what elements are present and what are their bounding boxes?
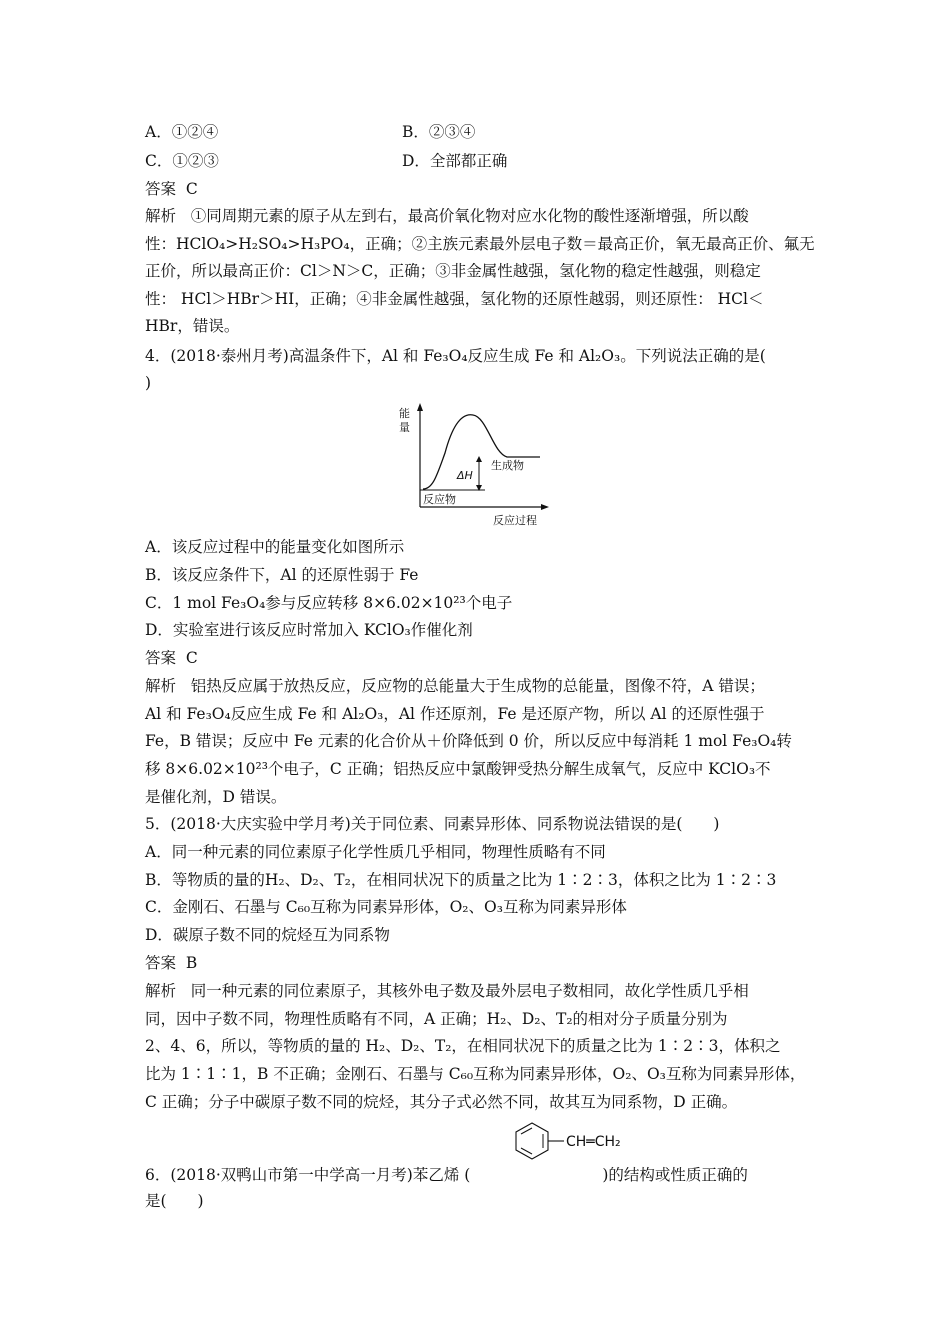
product-label: 生成物: [491, 459, 524, 472]
q4-stem-line-1: 4．(2018·泰州月考)高温条件下，Al 和 Fe₃O₄反应生成 Fe 和 Al₂O₃。下列说法正确的是(: [145, 347, 766, 365]
q5-analysis-line-1: 解析 同一种元素的同位素原子，其核外电子数及最外层电子数相同，故化学性质几乎相: [145, 982, 749, 1000]
reactant-label: 反应物: [423, 493, 456, 506]
q6-stem-line-2: 是( ): [145, 1192, 204, 1210]
answer-value: C: [185, 649, 198, 667]
q4-analysis-line-3: Fe，B 错误；反应中 Fe 元素的化合价从＋价降低到 0 价，所以反应中每消耗 1 mol Fe₃O₄转: [145, 732, 792, 750]
q3-analysis-line-2: 性：HClO₄>H₂SO₄>H₃PO₄，正确；②主族元素最外层电子数＝最高正价，氧无最高正价、氟无: [145, 235, 815, 253]
q3-analysis-line-4: 性： HCl＞HBr＞HI，正确；④非金属性越强，氢化物的还原性越弱，则还原性： HCl＜: [145, 290, 764, 308]
q3-analysis-line-3: 正价，所以最高正价：Cl＞N＞C，正确；③非金属性越强，氢化物的稳定性越强，则稳定: [145, 262, 761, 280]
x-axis-arrow: [541, 504, 549, 510]
answer-value: B: [185, 954, 198, 972]
styrene-structure: [512, 1120, 652, 1166]
q5-stem: 5．(2018·大庆实验中学月考)关于同位素、同素异形体、同系物说法错误的是( ): [145, 815, 720, 833]
y-label-1: 能: [399, 407, 410, 420]
q4-stem-line-2: ): [145, 374, 152, 392]
y-label-2: 量: [399, 421, 410, 434]
q3-option-d: D．全部都正确: [402, 152, 508, 170]
answer-value: C: [185, 180, 198, 198]
analysis-label: 解析: [145, 207, 177, 225]
q4-option-b: B．该反应条件下，Al 的还原性弱于 Fe: [145, 566, 419, 584]
q4-analysis-line-4: 移 8×6.02×10²³个电子，C 正确；铝热反应中氯酸钾受热分解生成氧气，反应中 KClO₃不: [145, 760, 771, 778]
delta-h-label: ΔH: [457, 469, 473, 482]
x-axis-label: 反应过程: [493, 514, 537, 527]
answer-label: 答案: [145, 954, 177, 972]
delta-h-arrowhead-up: [476, 456, 482, 462]
q4-option-a: A．该反应过程中的能量变化如图所示: [145, 538, 405, 556]
analysis-label: 解析: [145, 982, 177, 1000]
q4-option-c: C．1 mol Fe₃O₄参与反应转移 8×6.02×10²³个电子: [145, 594, 513, 612]
answer-label: 答案: [145, 180, 177, 198]
q6-stem-line-1: 6．(2018·双鸭山市第一中学高一月考)苯乙烯 ( )的结构或性质正确的: [145, 1166, 748, 1184]
q5-analysis-line-5: C 正确；分子中碳原子数不同的烷烃，其分子式必然不同，故其互为同系物，D 正确。: [145, 1093, 738, 1111]
answer-label: 答案: [145, 649, 177, 667]
q5-answer: [145, 953, 197, 973]
q5-option-b: B．等物质的量的H₂、D₂、T₂，在相同状况下的质量之比为 1∶2∶3，体积之比为 1∶2∶3: [145, 871, 777, 889]
q4-option-d: D．实验室进行该反应时常加入 KClO₃作催化剂: [145, 621, 473, 639]
analysis-label: 解析: [145, 677, 177, 695]
q3-option-c: C．①②③: [145, 152, 219, 170]
q4-analysis-line-1: 解析 铝热反应属于放热反应，反应物的总能量大于生成物的总能量，图像不符，A 错误；: [145, 677, 765, 695]
q5-analysis-line-4: 比为 1∶1∶1，B 不正确；金刚石、石墨与 C₆₀互称为同素异形体，O₂、O₃互称为同素异形体，: [145, 1065, 806, 1083]
energy-curve: [423, 415, 540, 489]
q3-analysis-line-1: 解析 ①同周期元素的原子从左到右，最高价氧化物对应水化物的酸性逐渐增强，所以酸: [145, 207, 749, 225]
q5-option-d: D．碳原子数不同的烷烃互为同系物: [145, 926, 390, 944]
q3-answer: [145, 179, 198, 199]
energy-diagram: [395, 403, 555, 528]
q5-option-a: A．同一种元素的同位素原子化学性质几乎相同，物理性质略有不同: [145, 843, 606, 861]
q3-option-b: B．②③④: [402, 123, 476, 141]
y-axis-arrow: [417, 403, 423, 411]
vinyl-formula: CH═CH₂: [566, 1134, 621, 1150]
q5-analysis-line-3: 2、4、6，所以，等物质的量的 H₂、D₂、T₂，在相同状况下的质量之比为 1∶2∶3，体积之: [145, 1037, 781, 1055]
q5-analysis-line-2: 同，因中子数不同，物理性质略有不同，A 正确；H₂、D₂、T₂的相对分子质量分别为: [145, 1010, 728, 1028]
q4-answer: [145, 648, 198, 668]
q5-option-c: C．金刚石、石墨与 C₆₀互称为同素异形体，O₂、O₃互称为同素异形体: [145, 898, 627, 916]
q3-analysis-line-5: HBr，错误。: [145, 317, 240, 335]
q4-analysis-line-5: 是催化剂，D 错误。: [145, 788, 287, 806]
q3-option-a: A．①②④: [145, 123, 219, 141]
q4-analysis-line-2: Al 和 Fe₃O₄反应生成 Fe 和 Al₂O₃，Al 作还原剂，Fe 是还原产物，所以 Al 的还原性强于: [145, 705, 765, 723]
